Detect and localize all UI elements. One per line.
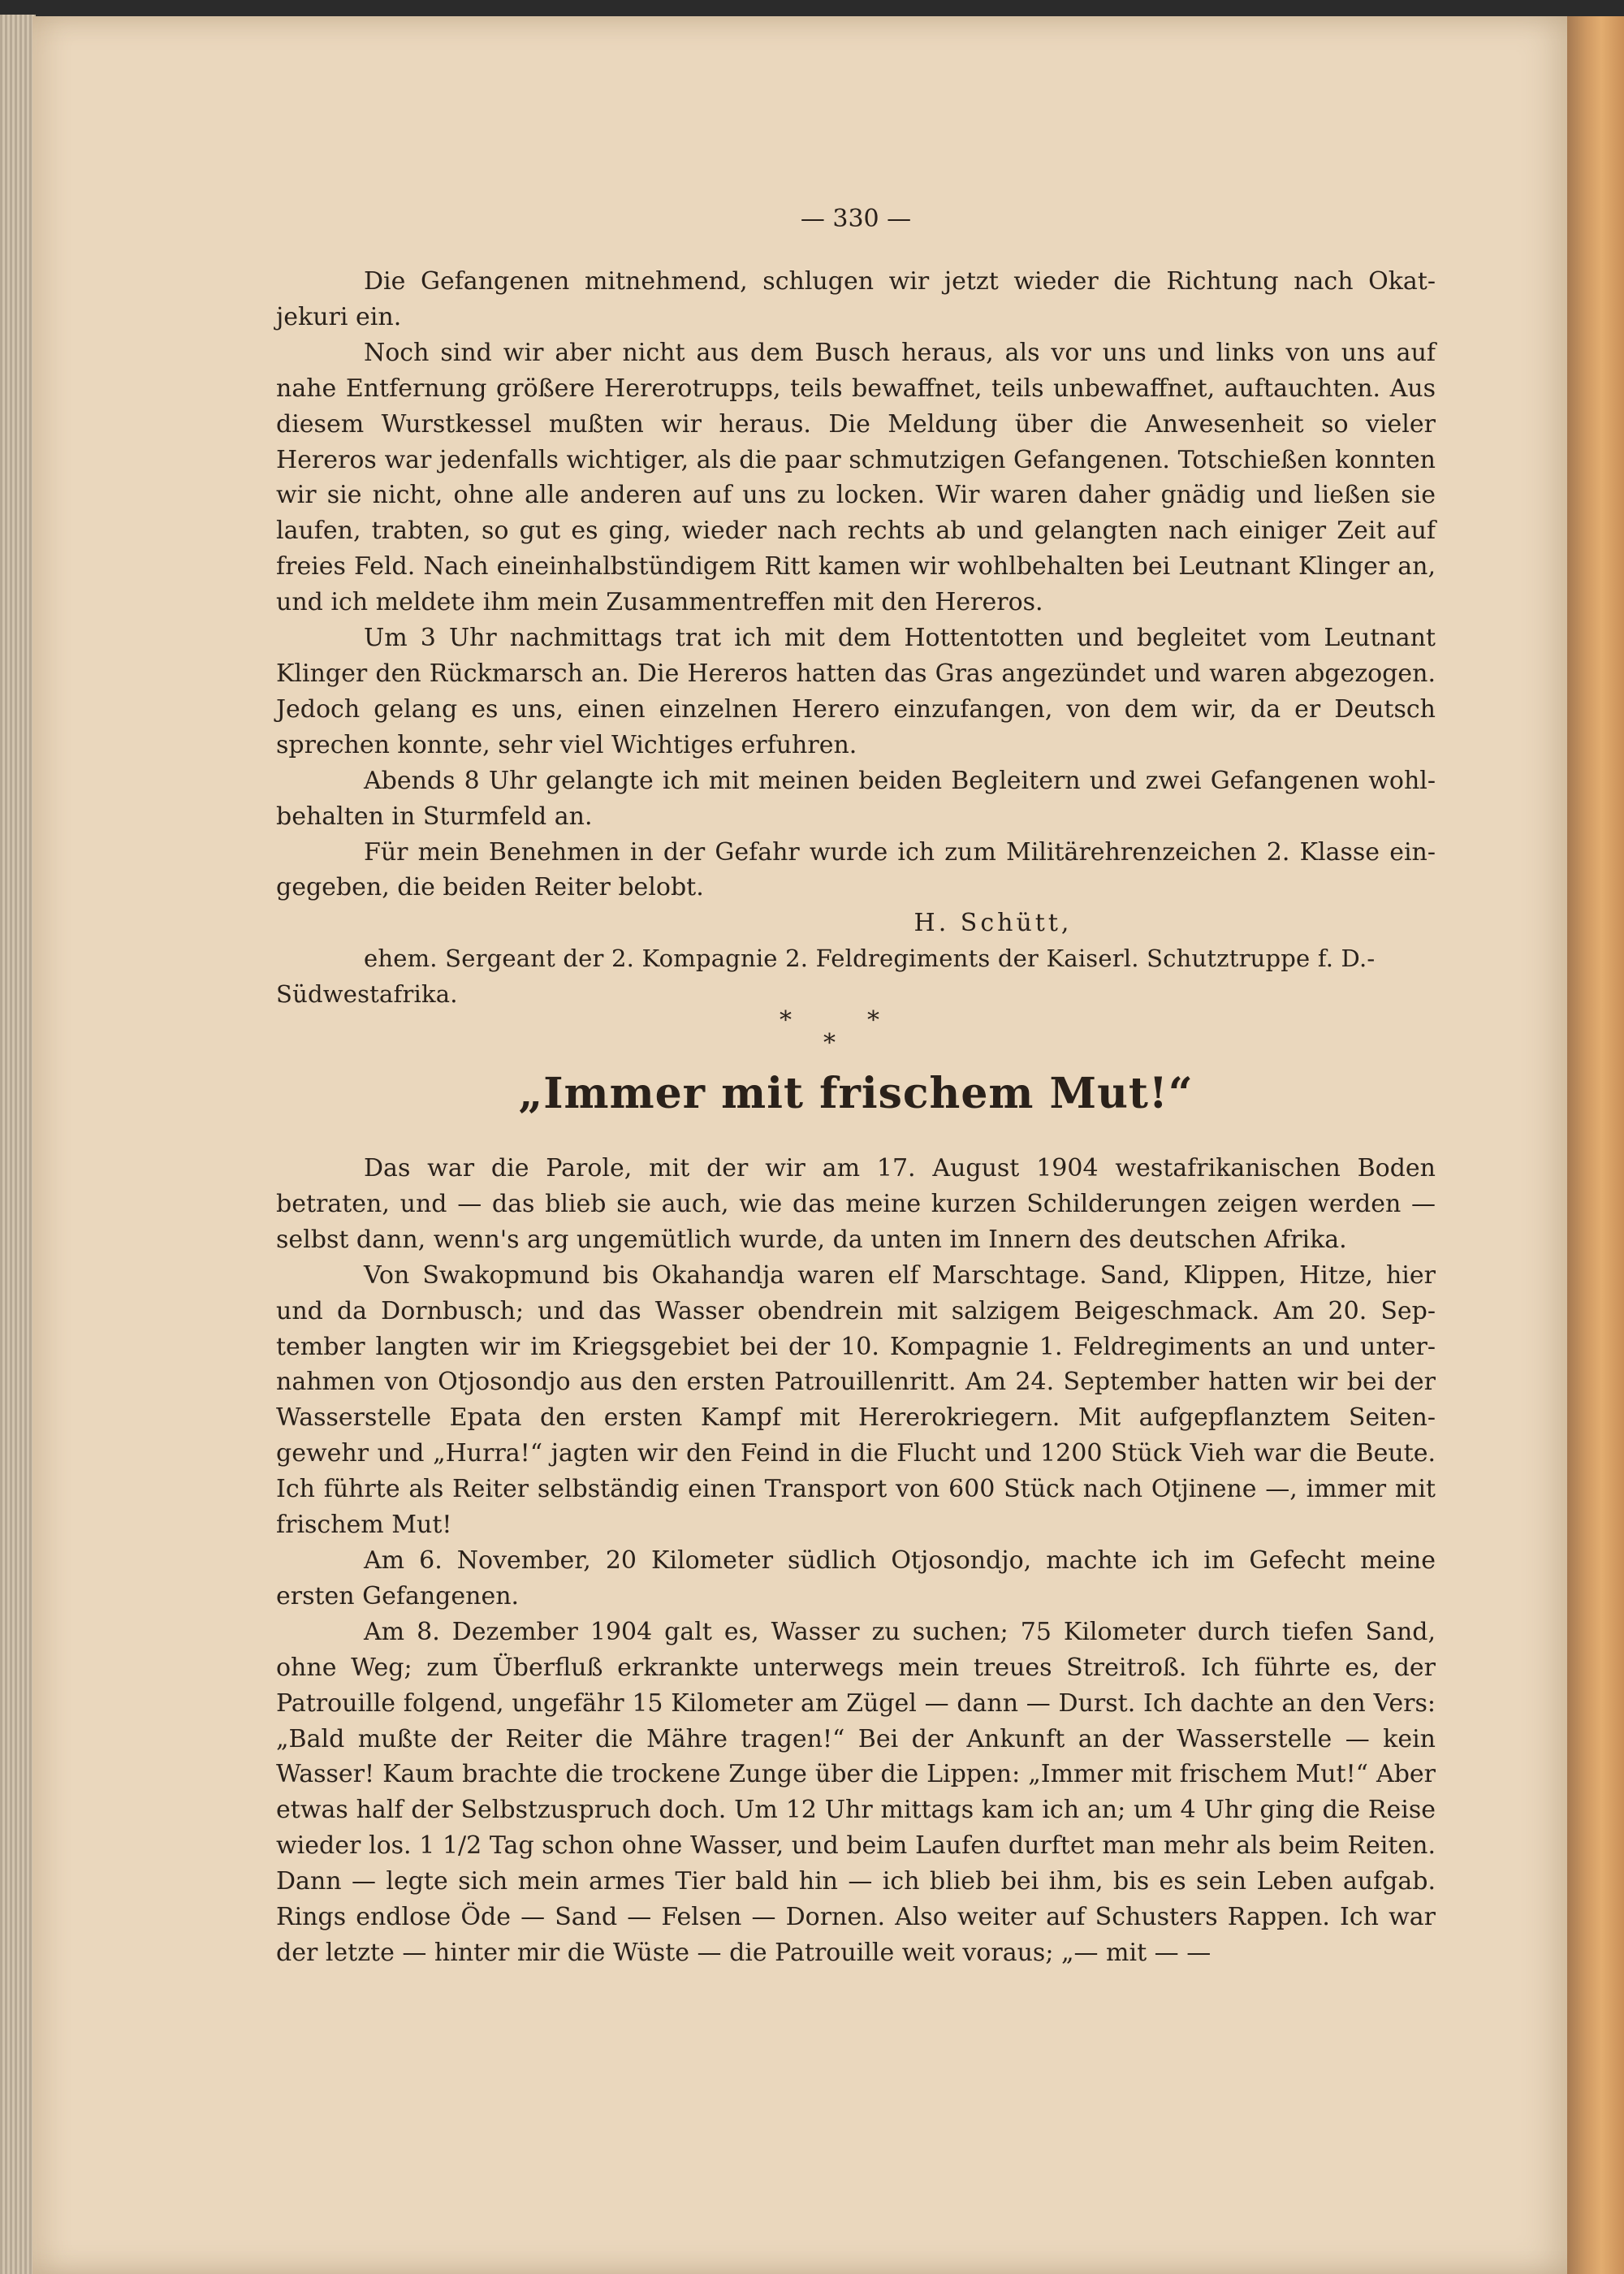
paragraph-9: Am 8. Dezember 1904 galt es, Wasser zu suchen; 75 Kilometer durch tiefen Sand, ohne Weg; zum Überfluß erkrankte unterwegs mein treues Streitroß. Ich führte es, der Patrouille folgend, ungefähr 15 Kilometer am Zügel — dann — Durst. Ich dachte an den Vers: „Bald mußte der Reiter die Mähre tragen!“ Bei der Ankunft an der Wasserstelle — kein Wasser! Kaum brachte die trockene Zunge über die Lippen: „Immer mit frischem Mut!“ Aber etwas half der Selbstzuspruch doch. Um 12 Uhr mittags kam ich an; um 4 Uhr ging die Reise wieder los. 1 1/2 Tag schon ohne Wasser, und beim Laufen durftet man mehr als beim Reiten. Dann — legte sich mein armes Tier bald hin — ich blieb bei ihm, bis es sein Leben aufgab. Rings endlose Öde — Sand — Felsen — Dornen. Also weiter auf Schusters Rappen. Ich war der letzte — hinter mir die Wüste — die Patrouille weit voraus; „— mit — — [276,1617,1436,1967]
paragraph-5: Für mein Benehmen in der Gefahr wurde ich zum Militärehrenzeichen 2. Klasse ein- gegeben, die beiden Reiter belobt. [276,837,1436,902]
signature: H. Schütt, [914,909,1073,938]
divider-star: * [823,1029,836,1057]
book-page [32,16,1579,2274]
report-section [276,264,1436,1013]
scanner-top-edge [0,0,1624,16]
signer-title: ehem. Sergeant der 2. Kompagnie 2. Feldregiments der Kaiserl. Schutztruppe f. D.-Südwestafrika. [276,945,1376,1009]
paragraph-1: Die Gefangenen mitnehmend, schlugen wir jetzt wieder die Richtung nach Okat- jekuri ein. [276,267,1436,331]
paragraph-8: Am 6. November, 20 Kilometer südlich Otjosondjo, machte ich im Gefecht meine ersten Gefangenen. [276,1546,1436,1610]
paragraph-4: Abends 8 Uhr gelangte ich mit meinen beiden Begleitern und zwei Gefangenen wohl- behalten in Sturmfeld an. [276,766,1436,831]
divider-star: * [780,1006,792,1035]
paragraph-7: Von Swakopmund bis Okahandja waren elf Marschtage. Sand, Klippen, Hitze, hier und da Dornbusch; und das Wasser obendrein mit salzigem Beigeschmack. Am 20. Sep- tember langten wir im Kriegsgebiet bei der 10. Kompagnie 1. Feldregiments an und unter- nahmen von Otjosondjo aus den ersten Patrouillenritt. Am 24. September hatten wir bei der Wasserstelle Epata den ersten Kampf mit Hererokriegern. Mit aufgepflanztem Seiten- gewehr und „Hurra!“ jagten wir den Feind in die Flucht und 1200 Stück Vieh war die Beute. Ich führte als Reiter selbständig einen Transport von 600 Stück nach Otjinene —, immer mit frischem Mut! [276,1260,1436,1540]
paragraph-6: Das war die Parole, mit der wir am 17. August 1904 westafrikanischen Boden betraten, und — das blieb sie auch, wie das meine kurzen Schilderungen zeigen werden — selbst dann, wenn's arg ungemütlich wurde, da unten im Innern des deutschen Afrika. [276,1154,1436,1254]
divider-star: * [867,1006,879,1035]
book-page-edges [0,15,36,2274]
section-divider [276,1003,1436,1057]
book-binding-gutter [1567,16,1624,2274]
chapter-heading: „Immer mit frischem Mut!“ [518,1069,1194,1118]
chapter-section [276,1151,1436,1971]
paragraph-2: Noch sind wir aber nicht aus dem Busch heraus, als vor uns und links von uns auf nahe Entfernung größere Hererotrupps, teils bewaffnet, teils unbewaffnet, auftauchten. Aus diesem Wurstkessel mußten wir heraus. Die Meldung über die Anwesenheit so vieler Hereros war jedenfalls wichtiger, als die paar schmutzigen Gefangenen. Totschießen konnten wir sie nicht, ohne alle anderen auf uns zu locken. Wir waren daher gnädig und ließen sie laufen, trabten, so gut es ging, wieder nach rechts ab und gelangten nach einiger Zeit auf freies Feld. Nach eineinhalbstündigem Ritt kamen wir wohlbehalten bei Leutnant Klinger an, und ich meldete ihm mein Zusammentreffen mit den Hereros. [276,338,1436,617]
page-number: — 330 — [800,205,912,233]
paragraph-3: Um 3 Uhr nachmittags trat ich mit dem Hottentotten und begleitet vom Leutnant Klinger den Rückmarsch an. Die Hereros hatten das Gras angezündet und waren abgezogen. Jedoch gelang es uns, einen einzelnen Herero einzufangen, von dem wir, da er Deutsch sprechen konnte, sehr viel Wichtiges erfuhren. [276,624,1436,759]
